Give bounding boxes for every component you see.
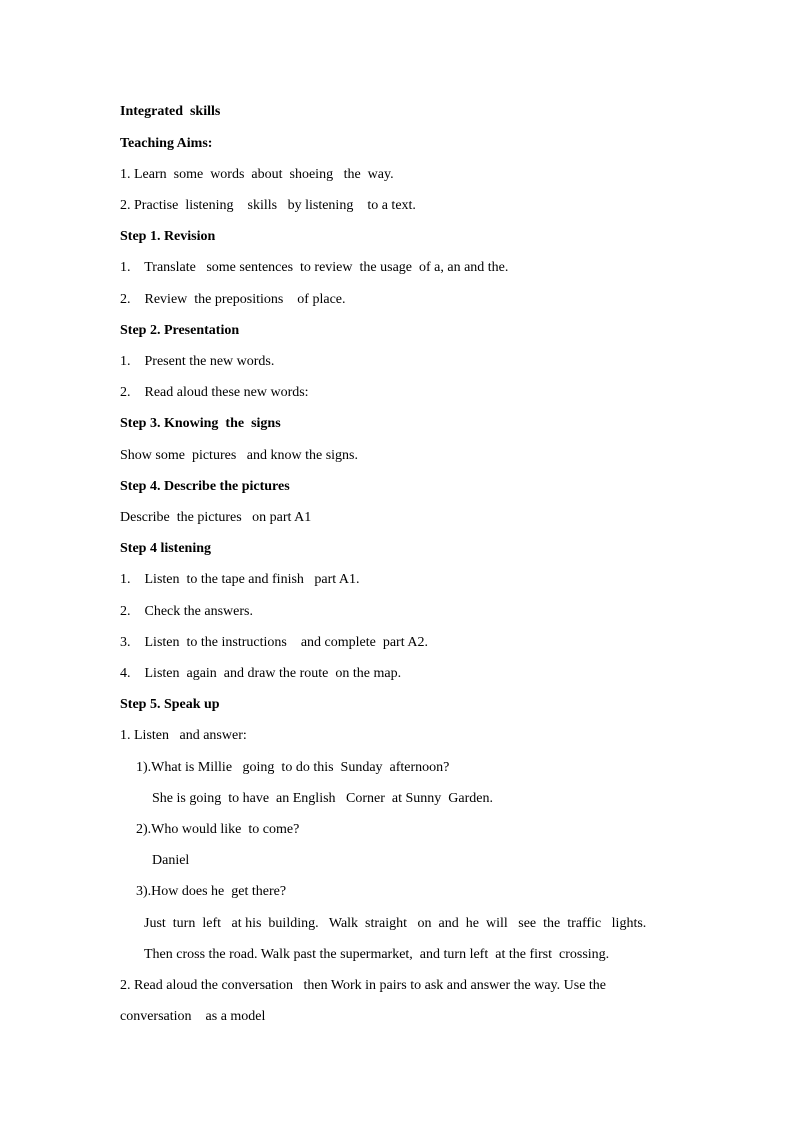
speak-item-2-line-1: 2. Read aloud the conversation then Work in pairs to ask and answer the way. Use the (120, 978, 607, 993)
question-1: 1).What is Millie going to do this Sunday afternoon? (136, 760, 450, 775)
step3-heading: Step 3. Knowing the signs (120, 416, 281, 431)
answer-1: She is going to have an English Corner at Sunny Garden. (152, 791, 494, 806)
answer-2: Daniel (152, 853, 190, 868)
listening-item: 4. Listen again and draw the route on the map. (120, 666, 402, 681)
step4-listening-heading: Step 4 listening (120, 541, 212, 556)
listening-item: 2. Check the answers. (120, 604, 253, 619)
aim-item: 2. Practise listening skills by listening to a text. (120, 198, 416, 213)
step1-heading: Step 1. Revision (120, 229, 216, 244)
question-2: 2).Who would like to come? (136, 822, 300, 837)
step4-describe-heading: Step 4. Describe the pictures (120, 479, 290, 494)
step2-item: 1. Present the new words. (120, 354, 275, 369)
step2-item: 2. Read aloud these new words: (120, 385, 309, 400)
step1-item: 2. Review the prepositions of place. (120, 292, 346, 307)
question-3: 3).How does he get there? (136, 884, 287, 899)
document-title: Integrated skills (120, 104, 221, 119)
step4-describe-text: Describe the pictures on part A1 (120, 510, 312, 525)
step3-text: Show some pictures and know the signs. (120, 448, 358, 463)
step2-heading: Step 2. Presentation (120, 323, 240, 338)
aim-item: 1. Learn some words about shoeing the way. (120, 167, 394, 182)
step5-heading: Step 5. Speak up (120, 697, 220, 712)
listening-item: 3. Listen to the instructions and complete part A2. (120, 635, 428, 650)
teaching-aims-heading: Teaching Aims: (120, 136, 213, 151)
speak-item-2-line-2: conversation as a model (120, 1009, 266, 1024)
listening-item: 1. Listen to the tape and finish part A1. (120, 572, 360, 587)
speak-item-1: 1. Listen and answer: (120, 728, 247, 743)
answer-3-line-2: Then cross the road. Walk past the supermarket, and turn left at the first crossing. (144, 947, 610, 962)
answer-3-line-1: Just turn left at his building. Walk straight on and he will see the traffic lights. (144, 916, 647, 931)
step1-item: 1. Translate some sentences to review the usage of a, an and the. (120, 260, 509, 275)
